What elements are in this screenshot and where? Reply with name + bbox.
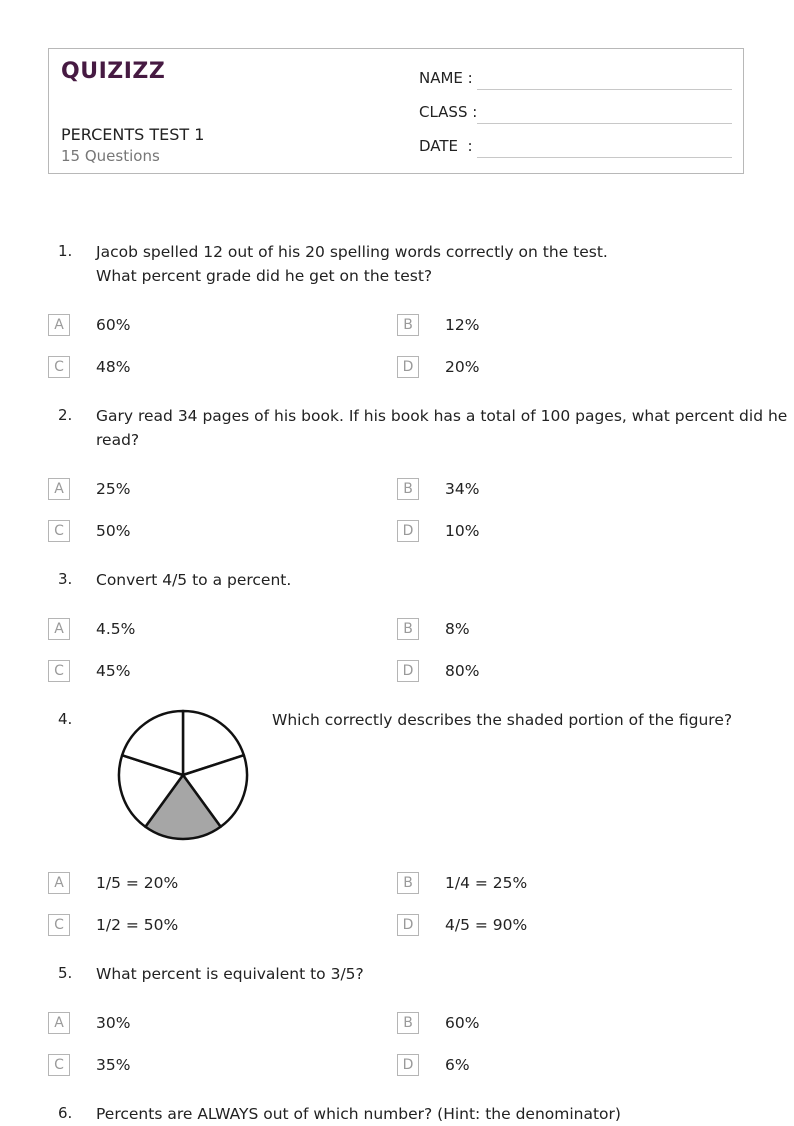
quizizz-logo: QUIZIZZ <box>61 59 166 84</box>
option-text: 1/4 = 25% <box>445 874 528 892</box>
class-field[interactable] <box>419 103 477 121</box>
pie-figure <box>114 708 252 846</box>
question-text <box>96 568 746 592</box>
option-letter-box: A <box>48 872 70 894</box>
option-letter-box: A <box>48 1012 70 1034</box>
date-label: DATE : <box>419 137 473 155</box>
date-field[interactable] <box>419 137 473 155</box>
option-letter-box: C <box>48 520 70 542</box>
worksheet-header <box>48 48 744 174</box>
pie-slices <box>119 711 247 839</box>
option-letter-box: D <box>397 1054 419 1076</box>
date-line[interactable] <box>477 137 732 158</box>
option-text: 20% <box>445 358 480 376</box>
option-letter-box: C <box>48 356 70 378</box>
option-letter-box: B <box>397 872 419 894</box>
option-text: 35% <box>96 1056 131 1074</box>
option-text: 60% <box>96 316 131 334</box>
option-text: 50% <box>96 522 131 540</box>
question-text-line: Convert 4/5 to a percent. <box>96 571 292 589</box>
question-text <box>96 962 746 986</box>
option-text: 12% <box>445 316 480 334</box>
question-text <box>96 1102 746 1126</box>
option-text: 4/5 = 90% <box>445 916 528 934</box>
option-letter-box: D <box>397 520 419 542</box>
question-number: 5. <box>58 964 73 982</box>
question-number: 3. <box>58 570 73 588</box>
option-text: 25% <box>96 480 131 498</box>
option-text: 10% <box>445 522 480 540</box>
option-text: 1/5 = 20% <box>96 874 179 892</box>
option-letter-box: B <box>397 618 419 640</box>
option-letter-box: B <box>397 314 419 336</box>
option-text: 1/2 = 50% <box>96 916 179 934</box>
name-line[interactable] <box>477 69 732 90</box>
option-text: 34% <box>445 480 480 498</box>
question-text-line: Gary read 34 pages of his book. If his book has a total of 100 pages, what percent did he <box>96 407 788 425</box>
option-text: 4.5% <box>96 620 136 638</box>
name-label: NAME : <box>419 69 473 87</box>
question-text <box>272 708 742 732</box>
option-letter-box: D <box>397 914 419 936</box>
question-number: 2. <box>58 406 73 424</box>
question-number: 6. <box>58 1104 73 1122</box>
question-text-line: What percent grade did he get on the test? <box>96 267 433 285</box>
question-text <box>96 240 746 288</box>
option-letter-box: A <box>48 478 70 500</box>
option-text: 8% <box>445 620 470 638</box>
option-letter-box: C <box>48 914 70 936</box>
question-number: 4. <box>58 710 73 728</box>
test-title: PERCENTS TEST 1 <box>61 125 205 144</box>
option-text: 45% <box>96 662 131 680</box>
question-count: 15 Questions <box>61 147 160 165</box>
class-line[interactable] <box>477 103 732 124</box>
class-label: CLASS : <box>419 103 478 121</box>
name-field[interactable] <box>419 69 473 87</box>
option-letter-box: A <box>48 314 70 336</box>
option-letter-box: C <box>48 660 70 682</box>
question-text <box>96 404 788 452</box>
question-text-line: read? <box>96 431 140 449</box>
option-text: 6% <box>445 1056 470 1074</box>
option-text: 80% <box>445 662 480 680</box>
question-text-line: Jacob spelled 12 out of his 20 spelling words correctly on the test. <box>96 243 608 261</box>
option-letter-box: D <box>397 356 419 378</box>
question-text-line: What percent is equivalent to 3/5? <box>96 965 364 983</box>
option-text: 60% <box>445 1014 480 1032</box>
question-text-line: Percents are ALWAYS out of which number? (Hint: the denominator) <box>96 1105 621 1123</box>
option-letter-box: A <box>48 618 70 640</box>
option-letter-box: C <box>48 1054 70 1076</box>
option-letter-box: B <box>397 1012 419 1034</box>
option-text: 30% <box>96 1014 131 1032</box>
question-number: 1. <box>58 242 73 260</box>
question-text-line: Which correctly describes the shaded portion of the figure? <box>272 711 733 729</box>
option-letter-box: B <box>397 478 419 500</box>
option-letter-box: D <box>397 660 419 682</box>
option-text: 48% <box>96 358 131 376</box>
